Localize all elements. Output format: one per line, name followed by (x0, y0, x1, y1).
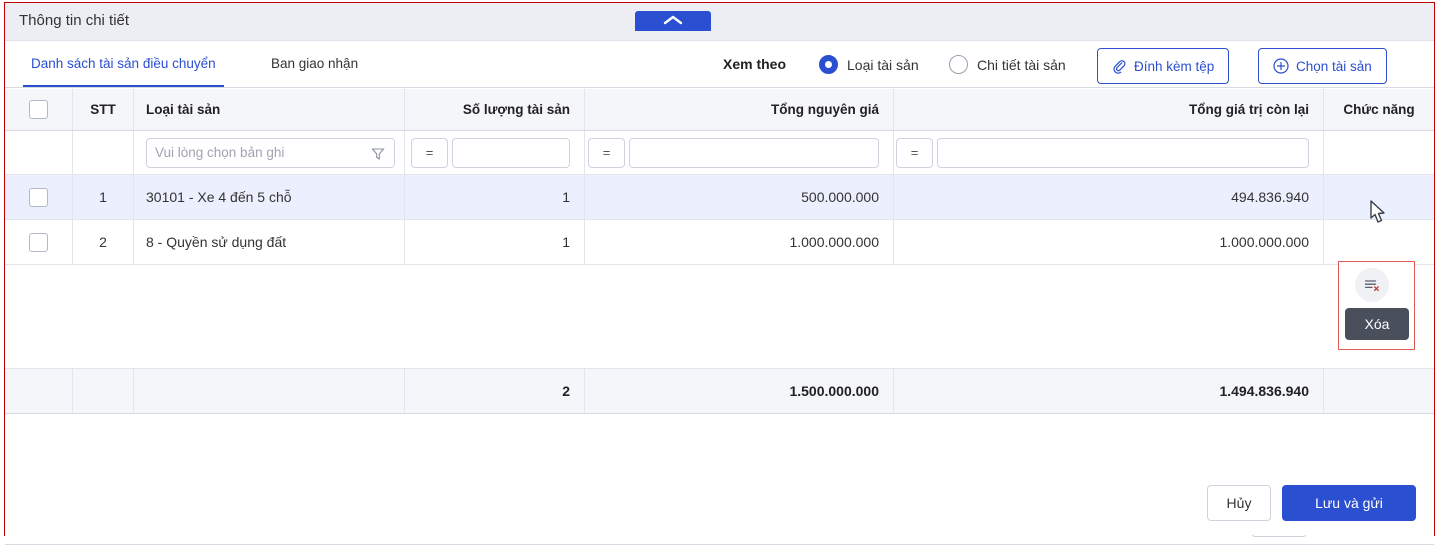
row-remaining-value: 494.836.940 (894, 175, 1324, 219)
tabs-toolbar (5, 41, 1434, 88)
attach-file-label: Đính kèm tệp (1134, 58, 1215, 74)
filter-asset-type-select[interactable] (146, 138, 395, 168)
dialog-actions (5, 469, 1434, 535)
dialog-titlebar (5, 3, 1434, 41)
filter-remaining-operator[interactable]: = (896, 138, 933, 168)
header-asset-type: Loại tài sản (134, 89, 405, 130)
radio-asset-detail-label: Chi tiết tài sản (977, 56, 1066, 73)
row-asset-type: 30101 - Xe 4 đến 5 chỗ (134, 175, 405, 219)
header-stt: STT (73, 89, 134, 130)
row-select-checkbox[interactable] (29, 188, 48, 207)
row-quantity: 1 (405, 175, 585, 219)
save-and-send-button[interactable]: Lưu và gửi (1282, 485, 1416, 521)
table-filter-row (5, 131, 1434, 175)
table-row[interactable] (5, 175, 1434, 220)
delete-record-icon (1363, 276, 1381, 294)
filter-remaining-cell (894, 131, 1324, 174)
row-delete-tooltip: Xóa (1345, 308, 1409, 340)
row-checkbox-cell (5, 175, 73, 219)
header-functions: Chức năng (1343, 102, 1415, 117)
summary-checkbox-cell (5, 369, 73, 413)
row-quantity: 1 (405, 220, 585, 264)
row-select-checkbox[interactable] (29, 233, 48, 252)
radio-asset-type-input[interactable] (819, 55, 838, 74)
row-functions-cell (1324, 175, 1434, 219)
select-all-checkbox[interactable] (29, 100, 48, 119)
row-original-value: 500.000.000 (585, 175, 894, 219)
filter-original-input[interactable] (629, 138, 879, 168)
row-checkbox-cell (5, 220, 73, 264)
header-select-all-cell (5, 89, 73, 130)
filter-quantity-cell (405, 131, 585, 174)
summary-stt-cell (73, 369, 134, 413)
filter-original-operator[interactable]: = (588, 138, 625, 168)
row-original-value: 1.000.000.000 (585, 220, 894, 264)
row-delete-button[interactable] (1355, 268, 1389, 302)
page-title: Thông tin chi tiết (19, 12, 130, 29)
table-header-row (5, 89, 1434, 131)
table-row[interactable] (5, 220, 1434, 265)
summary-original-value: 1.500.000.000 (585, 369, 894, 413)
summary-type-cell (134, 369, 405, 413)
header-original-value: Tổng nguyên giá (585, 89, 894, 130)
row-remaining-value: 1.000.000.000 (894, 220, 1324, 264)
radio-option-asset-detail[interactable] (949, 55, 1066, 74)
radio-option-asset-type[interactable] (819, 55, 919, 74)
table-empty-space (5, 265, 1434, 369)
plus-circle-icon (1273, 58, 1289, 74)
tab-asset-transfer-list[interactable]: Danh sách tài sản điều chuyển (23, 41, 224, 87)
detail-dialog (4, 2, 1435, 536)
filter-functions-cell (1324, 131, 1434, 174)
filter-original-cell (585, 131, 894, 174)
row-stt: 2 (73, 220, 134, 264)
radio-asset-detail-input[interactable] (949, 55, 968, 74)
filter-quantity-operator[interactable]: = (411, 138, 448, 168)
tab-handover[interactable]: Ban giao nhận (271, 56, 359, 71)
row-asset-type: 8 - Quyền sử dụng đất (134, 220, 405, 264)
header-remaining-value: Tổng giá trị còn lại (894, 89, 1324, 130)
filter-asset-type-placeholder: Vui lòng chọn bản ghi (155, 145, 285, 160)
collapse-panel-button[interactable] (635, 11, 711, 31)
radio-asset-type-label: Loại tài sản (847, 56, 919, 73)
assets-table (5, 89, 1434, 414)
summary-quantity: 2 (405, 369, 585, 413)
filter-asset-type-cell (134, 131, 405, 174)
paperclip-icon (1112, 59, 1127, 74)
filter-funnel-icon[interactable] (370, 146, 386, 162)
attach-file-button[interactable] (1097, 48, 1229, 84)
filter-remaining-input[interactable] (937, 138, 1309, 168)
row-action-highlight (1338, 261, 1415, 350)
filter-quantity-input[interactable] (452, 138, 570, 168)
select-asset-button[interactable] (1258, 48, 1387, 84)
cancel-button[interactable]: Hủy (1207, 485, 1271, 521)
row-functions-cell (1324, 220, 1434, 264)
filter-stt-cell (73, 131, 134, 174)
summary-functions-cell (1324, 369, 1434, 413)
table-summary-row (5, 369, 1434, 414)
summary-remaining-value: 1.494.836.940 (894, 369, 1324, 413)
row-stt: 1 (73, 175, 134, 219)
view-by-label: Xem theo (723, 56, 787, 72)
filter-checkbox-cell (5, 131, 73, 174)
chevron-up-icon (663, 15, 683, 27)
header-quantity: Số lượng tài sản (405, 89, 585, 130)
select-asset-label: Chọn tài sản (1296, 58, 1372, 74)
